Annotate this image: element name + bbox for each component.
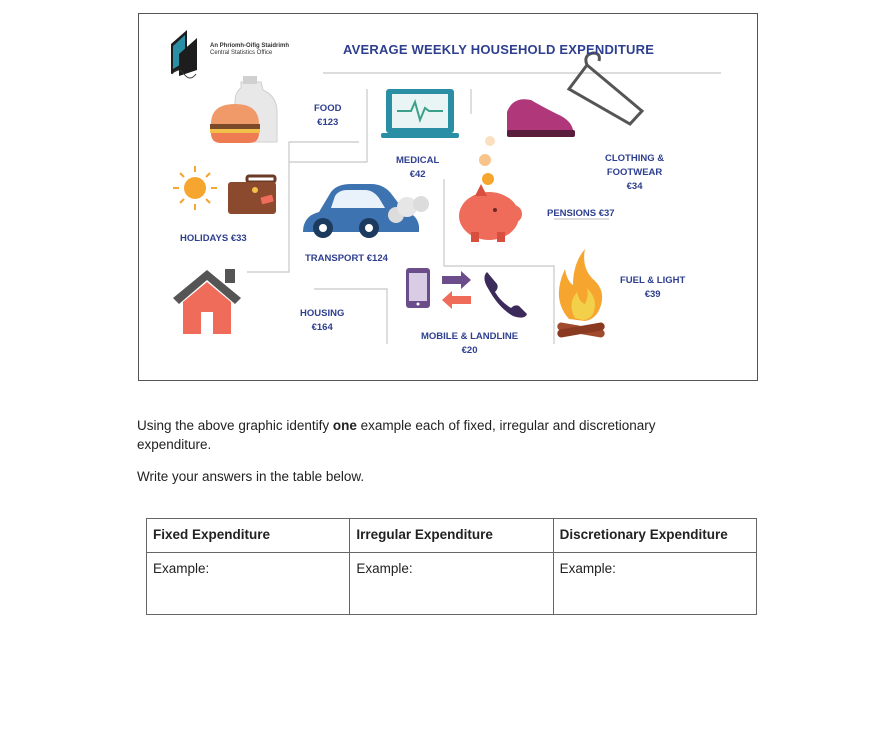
car-icon — [303, 184, 429, 238]
infographic-artwork — [139, 14, 757, 380]
shoe-hanger-icon — [507, 53, 642, 137]
cso-logo-icon — [171, 30, 197, 78]
question-text-end: example each of fixed, irregular and discretionary expenditure. — [137, 418, 656, 452]
question-instruction — [137, 416, 697, 454]
irregular-expenditure-answer-cell[interactable]: Example: — [350, 553, 553, 615]
pensions-label — [547, 207, 615, 221]
food-label — [314, 102, 341, 130]
fuel-amount: €39 — [644, 289, 661, 300]
fuel-name: FUEL & LIGHT — [620, 275, 686, 286]
answer-table-header-row — [147, 519, 757, 553]
medical-amount: €42 — [409, 169, 426, 180]
discretionary-expenditure-answer-cell[interactable]: Example: — [553, 553, 756, 615]
holidays-label — [180, 232, 247, 246]
irregular-expenditure-header: Irregular Expenditure — [350, 519, 553, 553]
mobile-name: MOBILE & LANDLINE — [421, 331, 519, 342]
transport-name: TRANSPORT €124 — [305, 253, 388, 264]
pensions-name: PENSIONS €37 — [547, 208, 615, 219]
mobile-amount: €20 — [461, 345, 478, 356]
housing-amount: €164 — [311, 322, 333, 333]
clothing-name-line2: FOOTWEAR — [606, 167, 663, 178]
food-amount: €123 — [317, 117, 339, 128]
cso-logo-line2: Central Statistics Office — [210, 50, 273, 56]
holidays-name: HOLIDAYS €33 — [180, 233, 247, 244]
phone-icon — [406, 268, 527, 318]
campfire-icon — [557, 249, 606, 338]
laptop-heartbeat-icon — [381, 89, 459, 138]
house-icon — [173, 269, 241, 334]
burger-bottle-icon — [210, 76, 277, 143]
household-expenditure-infographic — [138, 13, 758, 381]
question-text-start: Using the above graphic identify — [137, 418, 333, 433]
medical-name: MEDICAL — [396, 155, 440, 166]
fixed-expenditure-header: Fixed Expenditure — [147, 519, 350, 553]
medical-label — [396, 154, 439, 182]
transport-label — [305, 252, 388, 266]
infographic-title: AVERAGE WEEKLY HOUSEHOLD EXPENDITURE — [343, 42, 655, 57]
answer-table — [146, 518, 757, 615]
housing-name: HOUSING — [300, 308, 345, 319]
discretionary-expenditure-header: Discretionary Expenditure — [553, 519, 756, 553]
sun-suitcase-icon — [173, 166, 276, 214]
mobile-label — [421, 330, 518, 358]
answer-table-row — [147, 553, 757, 615]
clothing-name: CLOTHING & — [605, 153, 665, 164]
cso-logo-line1: An Phríomh-Oifig Staidrimh — [210, 43, 289, 49]
clothing-label — [605, 152, 664, 194]
fixed-expenditure-answer-cell[interactable]: Example: — [147, 553, 350, 615]
question-emphasis: one — [332, 418, 357, 433]
cso-logo-text — [210, 43, 289, 57]
food-name: FOOD — [314, 103, 342, 114]
piggy-bank-icon — [459, 136, 522, 242]
housing-label — [300, 307, 344, 335]
answer-instruction: Write your answers in the table below. — [137, 469, 365, 484]
fuel-label — [620, 274, 685, 302]
clothing-amount: €34 — [626, 181, 643, 192]
